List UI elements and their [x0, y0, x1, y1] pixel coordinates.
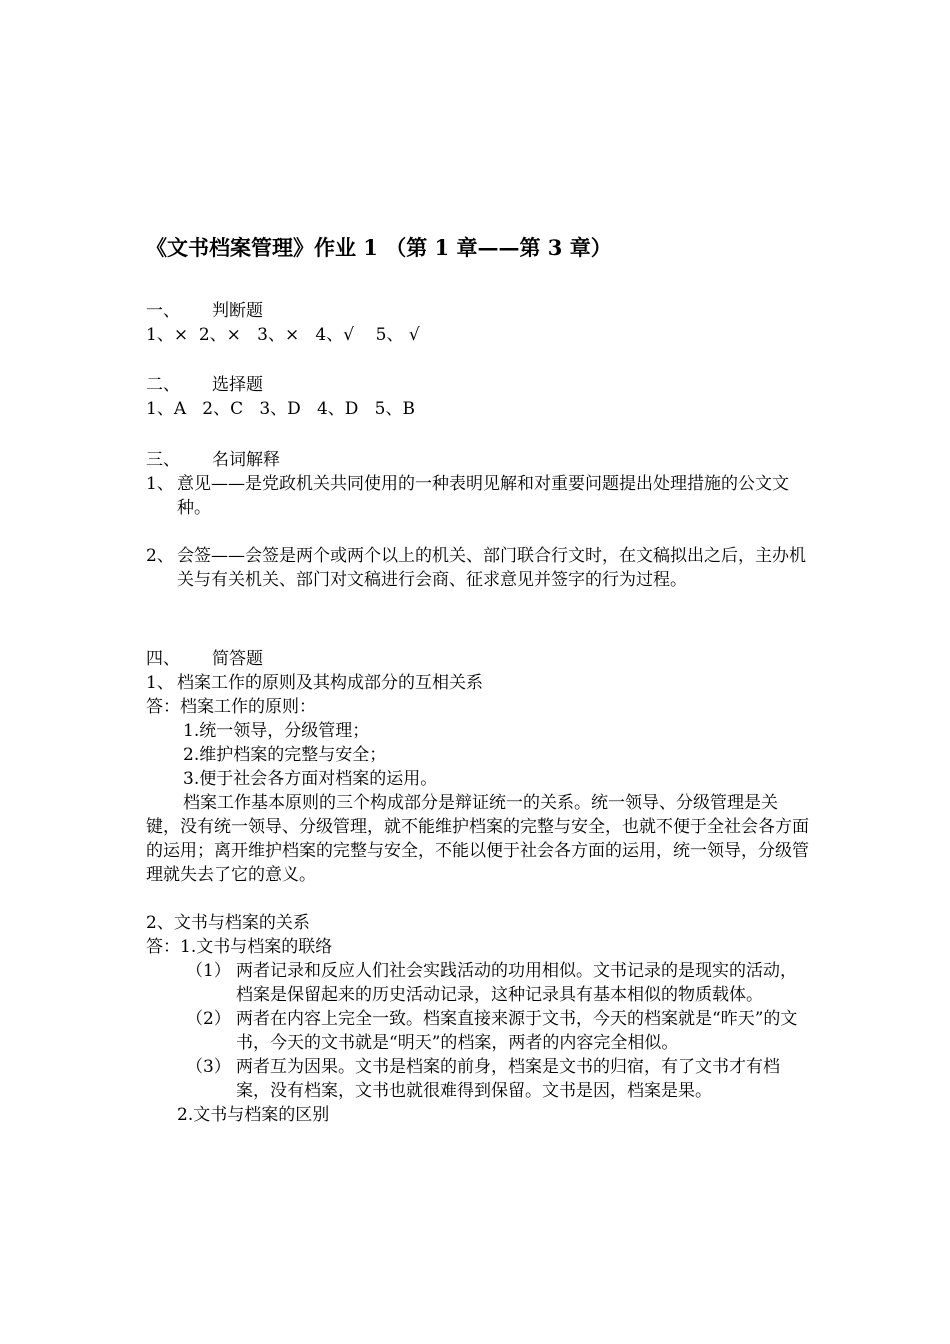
section-heading — [146, 448, 810, 472]
relation-point — [146, 1007, 810, 1055]
section-number: 二、 — [146, 375, 180, 395]
section-heading — [146, 299, 810, 323]
question-1 — [146, 671, 810, 695]
choice-answers: 1、A 2、C 3、D 4、D 5、B — [146, 399, 415, 419]
answer-intro: 答：1.文书与档案的联络 — [146, 937, 333, 957]
section-heading — [146, 373, 810, 397]
document-title: 《文书档案管理》作业 1 （第 1 章——第 3 章） — [146, 235, 612, 260]
relation-point — [146, 1055, 810, 1103]
point-text: 两者在内容上完全一致。档案直接来源于文书，今天的档案就是“昨天”的文书，今天的文书就是“明天”的档案，两者的内容完全相似。 — [236, 1009, 798, 1053]
section-number: 一、 — [146, 301, 180, 321]
section-title: 选择题 — [212, 375, 263, 395]
question-number: 1、 — [146, 673, 174, 693]
point-number: （1） — [186, 961, 231, 981]
principle-item: 1.统一领导，分级管理； — [183, 721, 370, 741]
section-judgement — [146, 299, 810, 347]
item-text: 意见——是党政机关共同使用的一种表明见解和对重要问题提出处理措施的公文文种。 — [177, 474, 789, 518]
section-heading — [146, 647, 810, 671]
item-number: 1、 — [146, 474, 174, 494]
section-number: 四、 — [146, 649, 180, 669]
sub-heading: 2.文书与档案的区别 — [177, 1105, 330, 1125]
section-terms — [146, 448, 810, 592]
section-title: 判断题 — [212, 301, 263, 321]
item-number: 2、 — [146, 546, 174, 566]
principle-item: 3.便于社会各方面对档案的运用。 — [183, 769, 438, 789]
question-2: 2、文书与档案的关系 — [146, 913, 310, 933]
point-text: 两者互为因果。文书是档案的前身，档案是文书的归宿，有了文书才有档案，没有档案，文书也就很难得到保留。文书是因，档案是果。 — [236, 1057, 780, 1101]
section-short-answer — [146, 647, 810, 1127]
term-item — [146, 544, 810, 592]
term-item — [146, 472, 810, 520]
judgement-answers: 1、× 2、× 3、× 4、√ 5、 √ — [146, 325, 420, 345]
section-number: 三、 — [146, 450, 180, 470]
answer-paragraph: 档案工作基本原则的三个构成部分是辩证统一的关系。统一领导、分级管理是关键，没有统一领导、分级管理，就不能维护档案的完整与安全，也就不便于全社会各方面的运用；离开维护档案的完整与安全，不能以便于社会各方面的运用，统一领导，分级管理就失去了它的意义。 — [146, 793, 809, 885]
section-choice — [146, 373, 810, 421]
relation-point — [146, 959, 810, 1007]
point-number: （2） — [186, 1009, 231, 1029]
principle-item: 2.维护档案的完整与安全； — [183, 745, 387, 765]
point-number: （3） — [186, 1057, 231, 1077]
answer-intro: 答：档案工作的原则： — [146, 697, 316, 717]
item-text: 会签——会签是两个或两个以上的机关、部门联合行文时，在文稿拟出之后，主办机关与有关机关、部门对文稿进行会商、征求意见并签字的行为过程。 — [177, 546, 806, 590]
question-text: 档案工作的原则及其构成部分的互相关系 — [177, 673, 483, 693]
point-text: 两者记录和反应人们社会实践活动的功用相似。文书记录的是现实的活动，档案是保留起来的历史活动记录，这种记录具有基本相似的物质载体。 — [236, 961, 797, 1005]
section-title: 名词解释 — [212, 450, 280, 470]
section-title: 简答题 — [212, 649, 263, 669]
